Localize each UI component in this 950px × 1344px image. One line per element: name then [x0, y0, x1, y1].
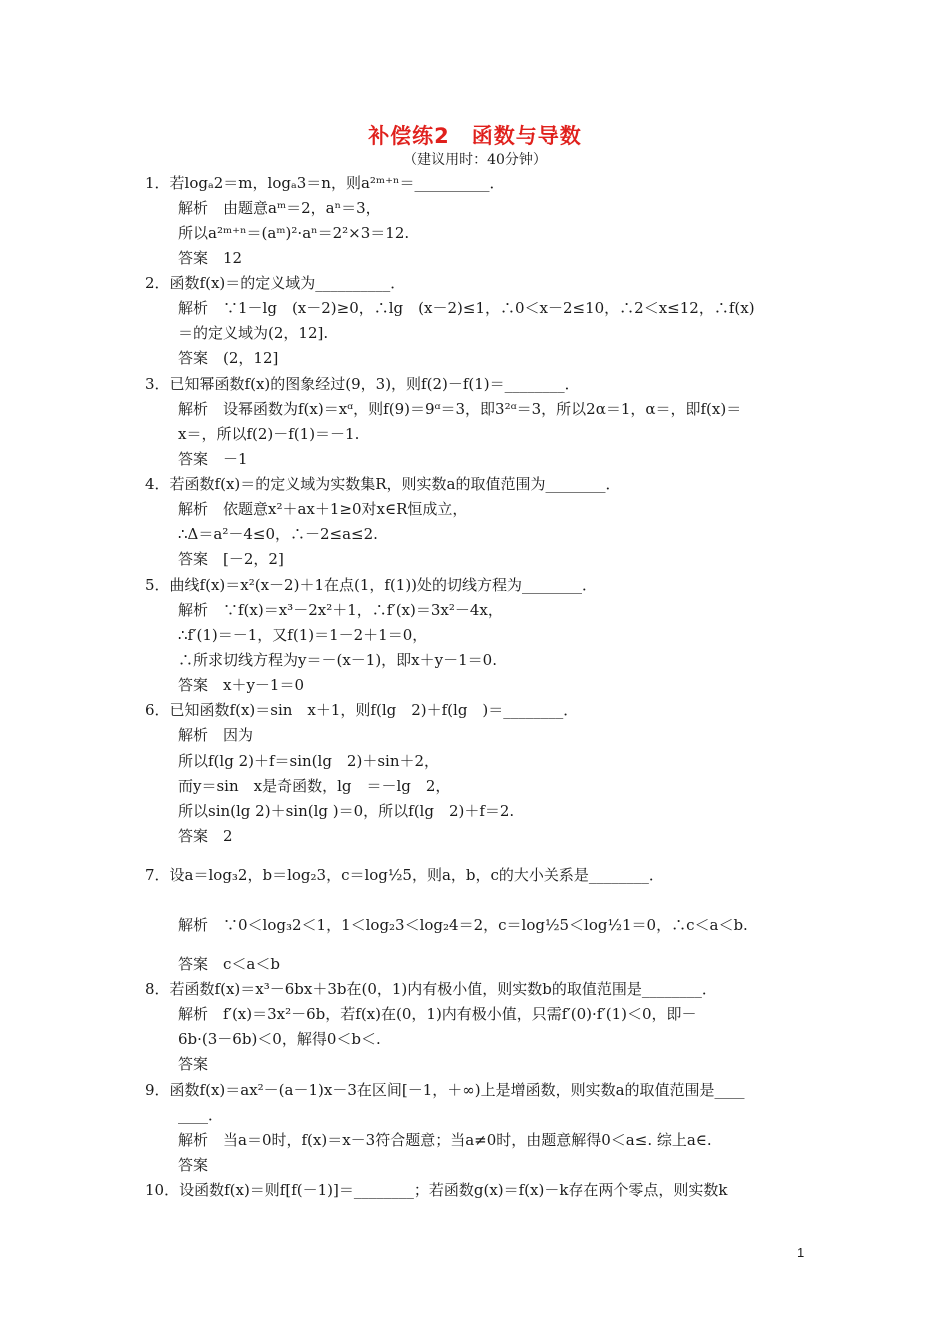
text-line: 6．已知函数f(x)＝sin x＋1，则f(lg 2)＋f(lg )＝________．	[145, 701, 579, 719]
page-title: 补偿练2 函数与导数	[368, 124, 582, 148]
text-line: ____．	[178, 1106, 224, 1124]
text-line: 答案 [－2，2]	[178, 550, 284, 568]
text-line: 答案	[178, 1156, 209, 1174]
text-line: 1．若logₐ2＝m，logₐ3＝n，则a²ᵐ⁺ⁿ＝__________．	[145, 174, 505, 192]
text-line: 解析 由题意aᵐ＝2，aⁿ＝3，	[178, 199, 381, 217]
text-line: 解析 因为	[178, 726, 254, 744]
text-line: 10．设函数f(x)＝则f[f(－1)]＝________；若函数g(x)＝f(x)－k存在两个零点，则实数k	[145, 1181, 728, 1199]
text-line: 所以a²ᵐ⁺ⁿ＝(aᵐ)²·aⁿ＝2²×3＝12.	[178, 224, 410, 242]
text-line: 4．若函数f(x)＝的定义域为实数集R，则实数a的取值范围为________．	[145, 475, 621, 493]
text-line: 所以sin(lg 2)＋sin(lg )＝0，所以f(lg 2)＋f＝2.	[178, 802, 515, 820]
text-line: 5．曲线f(x)＝x²(x－2)＋1在点(1，f(1))处的切线方程为________．	[145, 576, 598, 594]
text-line: 解析 ∵0＜log₃2＜1，1＜log₂3＜log₂4＝2，c＝log½5＜log½1＝0，∴c＜a＜b.	[178, 916, 748, 934]
text-line: 答案 12	[178, 249, 243, 267]
text-line: 2．函数f(x)＝的定义域为__________．	[145, 274, 406, 292]
text-line: ∴f′(1)＝－1，又f(1)＝1－2＋1＝0，	[178, 626, 428, 644]
text-line: ＝的定义域为(2，12].	[178, 324, 329, 342]
text-line: 而y＝sin x是奇函数，lg ＝－lg 2，	[178, 777, 451, 795]
text-line: 9．函数f(x)＝ax²－(a－1)x－3在区间[－1，＋∞)上是增函数，则实数a的取值范围是____	[145, 1081, 745, 1099]
text-line: 6b·(3－6b)＜0，解得0＜b＜.	[178, 1030, 381, 1048]
text-line: 解析 f′(x)＝3x²－6b，若f(x)在(0，1)内有极小值，只需f′(0)·f′(1)＜0，即－	[178, 1005, 697, 1023]
text-line: 答案 (2，12]	[178, 349, 279, 367]
text-line: 答案	[178, 1055, 209, 1073]
text-line: 所以f(lg 2)＋f＝sin(lg 2)＋sin＋2，	[178, 752, 440, 770]
text-line: 答案 c＜a＜b	[178, 955, 280, 973]
text-line: 答案 2	[178, 827, 233, 845]
text-line: 解析 依题意x²＋ax＋1≥0对x∈R恒成立，	[178, 500, 468, 518]
text-line: ∴Δ＝a²－4≤0，∴－2≤a≤2.	[178, 525, 378, 543]
text-line: 答案 －1	[178, 450, 248, 468]
page-subtitle: （建议用时：40分钟）	[403, 152, 547, 168]
text-line: 3．已知幂函数f(x)的图象经过(9，3)，则f(2)－f(1)＝________．	[145, 375, 580, 393]
text-line: 解析 当a＝0时，f(x)＝x－3符合题意；当a≠0时，由题意解得0＜a≤. 综上a∈.	[178, 1131, 712, 1149]
text-line: 8．若函数f(x)＝x³－6bx＋3b在(0，1)内有极小值，则实数b的取值范围是________．	[145, 980, 717, 998]
page-number: 1	[797, 1245, 805, 1260]
text-line: 解析 设幂函数为f(x)＝xᵅ，则f(9)＝9ᵅ＝3，即3²ᵅ＝3，所以2α＝1，α＝，即f(x)＝	[178, 400, 742, 418]
text-line: x＝，所以f(2)－f(1)＝－1.	[178, 425, 360, 443]
text-line: ∴所求切线方程为y＝－(x－1)，即x＋y－1＝0.	[178, 651, 497, 669]
text-line: 7．设a＝log₃2，b＝log₂3，c＝log½5，则a，b，c的大小关系是________．	[145, 866, 664, 884]
text-line: 答案 x＋y－1＝0	[178, 676, 305, 694]
text-line: 解析 ∵f(x)＝x³－2x²＋1，∴f′(x)＝3x²－4x，	[178, 601, 503, 619]
text-line: 解析 ∵1－lg (x－2)≥0，∴lg (x－2)≤1，∴0＜x－2≤10，∴2＜x≤12，∴f(x)	[178, 299, 755, 317]
